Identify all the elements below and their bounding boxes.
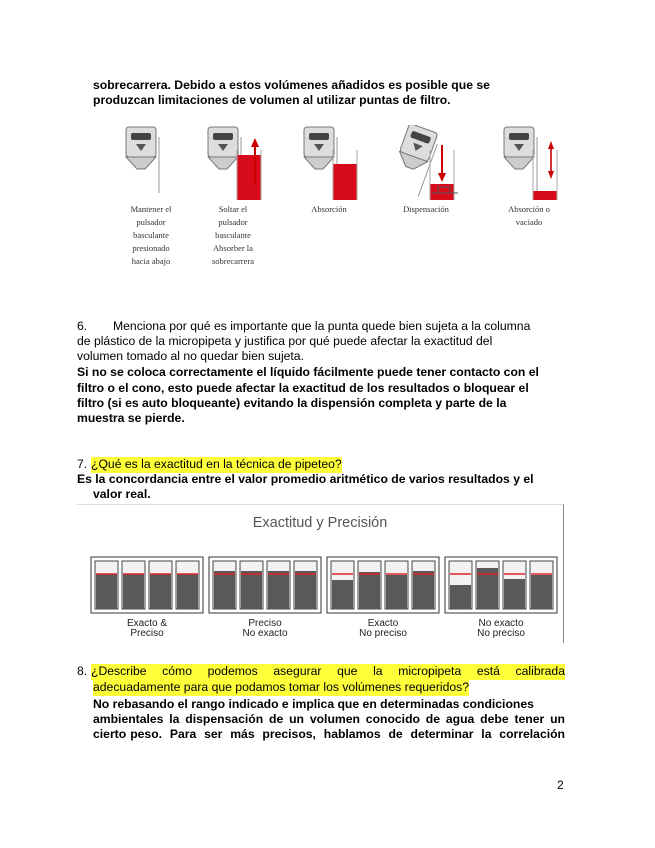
- cylinder-liquid: [295, 571, 316, 609]
- chart-title: Exactitud y Precisión: [252, 515, 388, 531]
- pipetting-step-label-line: Absorber la: [213, 243, 253, 253]
- pipetting-step: [396, 125, 458, 275]
- q8-question-line-1: ¿Describe cómo podemos asegurar que la micropipeta está calibrada: [91, 664, 565, 678]
- cylinder-liquid: [359, 572, 380, 609]
- pipetting-step-label-line: Dispensación: [403, 204, 449, 214]
- cylinder-liquid: [504, 579, 525, 609]
- q8-number: 8.: [77, 664, 88, 678]
- pipetting-step: [299, 125, 361, 275]
- pipetting-step-label-line: Absorción o: [508, 204, 550, 214]
- cylinder-liquid: [177, 574, 198, 609]
- chart-group-label: [324, 619, 442, 639]
- chart-group-label-line: No preciso: [359, 628, 407, 639]
- pipetting-step-label: [115, 203, 187, 268]
- pipette-icon: [396, 125, 458, 205]
- chart-group-label: [442, 619, 560, 639]
- q8-answer-prefix: cierto: [93, 727, 127, 741]
- pipetting-step-label: [493, 203, 565, 229]
- q6-question-line-1: Menciona por qué es importante que la punta quede bien sujeta a la columna: [113, 319, 531, 333]
- pipetting-step-label-line: pulsador: [218, 217, 248, 227]
- cylinder-liquid: [214, 571, 235, 609]
- cylinder-liquid: [332, 580, 353, 609]
- q6-answer-line-4: muestra se pierde.: [77, 411, 185, 425]
- pipetting-step: [121, 125, 183, 275]
- q7-number: 7.: [77, 457, 88, 471]
- pipetting-step-label-line: Absorción: [311, 204, 347, 214]
- pipette-icon: [121, 125, 183, 205]
- q8-answer-line-2: ambientales la dispensación de un volumen conocido de agua debe tener un: [93, 712, 565, 726]
- accuracy-precision-figure: [77, 504, 564, 643]
- chart-group-label: [88, 619, 206, 639]
- pipetting-step-label-line: Mantener el: [130, 204, 172, 214]
- q6-answer-line-2: filtro o el cono, esto puede afectar la exactitud de los resultados o bloquear el: [77, 381, 529, 395]
- q7-answer-line-1: Es la concordancia entre el valor promedio aritmético de varios resultados y el: [77, 472, 534, 486]
- cylinder-liquid: [268, 571, 289, 609]
- cylinder-liquid: [413, 571, 434, 609]
- q8-answer-rest: peso. Para ser más precisos, hablamos de determinar la correlación: [130, 727, 565, 741]
- pipetting-step-label-line: vaciado: [515, 217, 543, 227]
- q7-question: ¿Qué es la exactitud en la técnica de pipeteo?: [91, 457, 342, 471]
- pipetting-step-label-line: basculante: [133, 230, 169, 240]
- pipetting-step: [499, 125, 561, 275]
- cylinder-liquid: [531, 575, 552, 609]
- page-number: 2: [557, 778, 564, 792]
- cylinder-liquid: [96, 574, 117, 609]
- q6-question-line-2: de plástico de la micropipeta y justifica por qué puede afectar la exactitud del: [77, 334, 493, 348]
- pipetting-step-label: [390, 203, 462, 216]
- pipetting-step-label-line: hacia abajo: [131, 256, 171, 266]
- pipetting-step-label: [293, 203, 365, 216]
- q8-answer-line-1: No rebasando el rango indicado e implica que en determinadas condiciones: [93, 697, 534, 711]
- q7-answer-line-2: valor real.: [93, 487, 151, 501]
- chart-group-label-line: No exacto: [478, 618, 524, 629]
- cylinder-liquid: [241, 571, 262, 609]
- pipetting-step-label-line: pulsador: [136, 217, 166, 227]
- cylinder-liquid: [123, 574, 144, 609]
- pipetting-step-label: [197, 203, 269, 268]
- pipetting-step-label-line: basculante: [215, 230, 251, 240]
- cylinder-liquid: [386, 575, 407, 609]
- chart-group-label-line: Exacto &: [126, 618, 168, 629]
- pipetting-step: [203, 125, 265, 275]
- chart-group-label-line: No preciso: [477, 628, 525, 639]
- chart-group-label: [206, 619, 324, 639]
- q8-question-line-2: adecuadamente para que podamos tomar los volúmenes requeridos?: [93, 680, 470, 694]
- chart-group-label-line: Preciso: [248, 618, 282, 629]
- intro-line-1: sobrecarrera. Debido a estos volúmenes añadidos es posible que se: [93, 78, 490, 92]
- pipetting-step-label-line: presionado: [132, 243, 170, 253]
- q6-answer-line-1: Si no se coloca correctamente el líquido fácilmente puede tener contacto con el: [77, 365, 539, 379]
- q6-answer-line-3: filtro (si es auto bloqueante) evitando la dispensión completa y parte de la: [77, 396, 507, 410]
- pipette-icon: [203, 125, 265, 205]
- cylinder-liquid: [150, 574, 171, 609]
- q8-answer-line-3: [93, 727, 565, 743]
- pipetting-step-label-line: Soltar el: [218, 204, 248, 214]
- chart-group-label-line: Preciso: [130, 628, 164, 639]
- pipette-icon: [499, 125, 561, 205]
- cylinder-liquid: [450, 585, 471, 609]
- chart-group-label-line: No exacto: [242, 628, 288, 639]
- pipetting-step-label-line: sobrecarrera: [212, 256, 254, 266]
- intro-line-2: produzcan limitaciones de volumen al utilizar puntas de filtro.: [93, 93, 451, 107]
- pipette-icon: [299, 125, 361, 205]
- chart-group-label-line: Exacto: [367, 618, 399, 629]
- q6-number: 6.: [77, 319, 88, 333]
- q6-question-line-3: volumen tomado al no quedar bien sujeta.: [77, 349, 304, 363]
